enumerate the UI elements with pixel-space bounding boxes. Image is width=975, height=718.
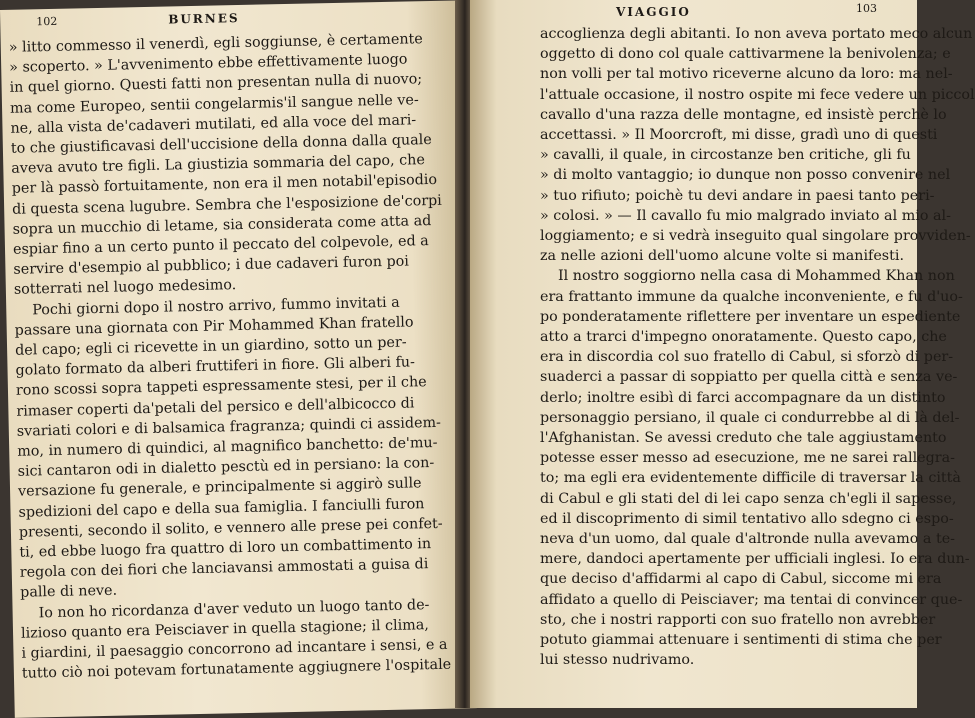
text-line: oggetto di dono col quale cattivarmene la benivolenza; e — [540, 46, 951, 63]
text-line: to che giustificavasi dell'uccisione della donna dalla quale — [10, 132, 432, 157]
text-line: tutto ciò noi potevam fortunatamente aggiugnere l'ospitale — [21, 656, 452, 682]
text-line: di Cabul e gli stati del di lei capo senza ch'egli il sapesse, — [540, 490, 957, 507]
text-line: cavallo d'una razza delle montagne, ed insistè perchè lo — [540, 106, 947, 123]
left-page — [0, 0, 477, 718]
text-line: i giardini, il paesaggio concorrono ad incantare i sensi, e a — [21, 636, 448, 662]
text-line: mo, in numero di quindici, al magnifico banchetto: de'mu- — [17, 434, 438, 460]
right-running-title: VIAGGIO — [616, 5, 691, 19]
text-line: per là passò fortuitamente, non era il men notabil'episodio — [11, 172, 438, 198]
text-line: sopra un mucchio di letame, sia considerata come atta ad — [12, 212, 432, 238]
text-line: Io non ho ricordanza d'aver veduto un luogo tanto de- — [38, 596, 430, 622]
text-line: Pochi giorni dopo il nostro arrivo, fummo invitati a — [32, 294, 400, 319]
text-line: ti, ed ebbe luogo fra quattro di loro un combattimento in — [19, 536, 432, 561]
right-page — [470, 0, 975, 708]
text-line: personaggio persiano, il quale ci condurrebbe al di là del- — [540, 409, 960, 426]
text-line: » di molto vantaggio; io dunque non posso convenire nel — [540, 167, 951, 184]
text-line: lizioso quanto era Peisciaver in quella stagione; il clima, — [20, 617, 430, 642]
text-line: del capo; egli ci ricevette in un giardino, sotto un per- — [14, 334, 407, 359]
text-line: potesse esser messo ad esecuzione, me ne sarei rallegra- — [540, 450, 955, 467]
right-running-head — [470, 2, 917, 26]
right-page-number: 103 — [856, 2, 877, 15]
text-line: mere, dandoci apertamente per ufficiali inglesi. Io era dun- — [540, 551, 970, 568]
text-line: za nelle azioni dell'uomo alcune volte si manifesti. — [540, 248, 904, 265]
text-line: aveva avuto tre figli. La giustizia sommaria del capo, che — [11, 152, 426, 178]
text-line: l'Afghanistan. Se avessi creduto che tale aggiustamento — [540, 430, 947, 447]
text-line: » scoperto. » L'avvenimento ebbe effettivamente luogo — [9, 51, 408, 77]
text-line: Il nostro soggiorno nella casa di Mohammed Khan non — [558, 268, 955, 285]
text-line: ed il discoprimento di simil tentativo allo sdegno ci espo- — [540, 510, 954, 527]
text-line: » litto commesso il venerdì, egli soggiunse, è certamente — [8, 31, 423, 56]
text-line: svariati colori e di balsamica fragranza; quindi ci assidem- — [16, 414, 442, 440]
text-line: rimaser coperti da'petali del persico e dell'albicocco di — [16, 395, 415, 420]
text-line: sto, che i nostri rapporti con suo fratello non avrebber — [540, 611, 936, 628]
text-line: in quel giorno. Questi fatti non presentan nulla di nuovo; — [9, 71, 423, 97]
right-page-text — [540, 24, 975, 671]
text-line: potuto giammai attenuare i sentimenti di stima che per — [540, 632, 942, 649]
text-line: servire d'esempio al pubblico; i due cadaveri furon poi — [13, 253, 410, 279]
text-line: palle di neve. — [20, 583, 118, 602]
left-page-text — [8, 30, 452, 684]
text-line: l'attuale occasione, il nostro ospite mi fece vedere un piccol — [540, 86, 975, 103]
text-line: » colosi. » — Il cavallo fu mio malgrado inviato al mio al- — [540, 207, 951, 224]
text-line: non volli per tal motivo riceverne alcuno da loro: ma nel- — [540, 66, 953, 83]
text-line: loggiamento; e si vedrà inseguito qual singolare provviden- — [540, 228, 971, 245]
text-line: rono scossi sopra tappeti espressamente stesi, per il che — [15, 374, 427, 400]
text-line: di questa scena lugubre. Sembra che l'esposizione de'corpi — [12, 192, 442, 218]
left-running-title: BURNES — [168, 10, 240, 27]
text-line: sici cantaron odi in dialetto pesctù ed in persiano: la con- — [17, 455, 435, 480]
text-line: lui stesso nudrivamo. — [540, 652, 695, 669]
left-page-number: 102 — [36, 14, 58, 29]
text-line: » tuo rifiuto; poichè tu devi andare in paesi tanto peri- — [540, 187, 935, 204]
text-line: neva d'un uomo, dal quale d'altronde nulla avevamo a te- — [540, 531, 956, 548]
text-line: po ponderatamente riflettere per inventare un espediente — [540, 308, 961, 325]
text-line: espiar fino a un certo punto il peccato del colpevole, ed a — [12, 233, 429, 258]
text-line: to; ma egli era evidentemente difficile di traversar la città — [540, 470, 961, 487]
text-line: atto a trarci d'impegno onoratamente. Questo capo, che — [540, 329, 947, 346]
text-line: accettassi. » Il Moorcroft, mi disse, gradì uno di questi — [540, 127, 938, 144]
text-line: versazione fu generale, e principalmente si aggirò sulle — [17, 475, 422, 501]
text-line: regola con dei fiori che lanciavansi ammostati a guisa di — [19, 556, 429, 581]
text-line: ne, alla vista de'cadaveri mutilati, ed alla voce del mari- — [10, 112, 417, 137]
text-line: spedizioni del capo e della sua famiglia. I fanciulli furon — [18, 495, 425, 521]
text-line: presenti, secondo il solito, e vennero alle prese pei confet- — [18, 515, 443, 541]
text-line: derlo; inoltre esibì di farci accompagnare da un distinto — [540, 389, 946, 406]
text-line: suaderci a passar di soppiatto per quella città e senza ve- — [540, 369, 958, 386]
text-line: accoglienza degli abitanti. Io non aveva portato meco alcun — [540, 26, 973, 42]
text-line: passare una giornata con Pir Mohammed Khan fratello — [14, 314, 414, 339]
text-line: sotterrati nel luogo medesimo. — [13, 277, 237, 299]
text-line: affidato a quello di Peisciaver; ma tentai di convincer que- — [540, 591, 963, 608]
text-line: era frattanto immune da qualche inconveniente, e fu d'uo- — [540, 288, 963, 305]
text-line: ma come Europeo, sentii congelarmis'il sangue nelle ve- — [9, 91, 419, 117]
text-line: era in discordia col suo fratello di Cabul, si sforzò di per- — [540, 349, 954, 366]
text-line: golato formato da alberi fruttiferi in fiore. Gli alberi fu- — [15, 354, 416, 380]
text-line: » cavalli, il quale, in circostanze ben critiche, gli fu — [540, 147, 911, 164]
text-line: que deciso d'affidarmi al capo di Cabul, siccome mi era — [540, 571, 942, 588]
